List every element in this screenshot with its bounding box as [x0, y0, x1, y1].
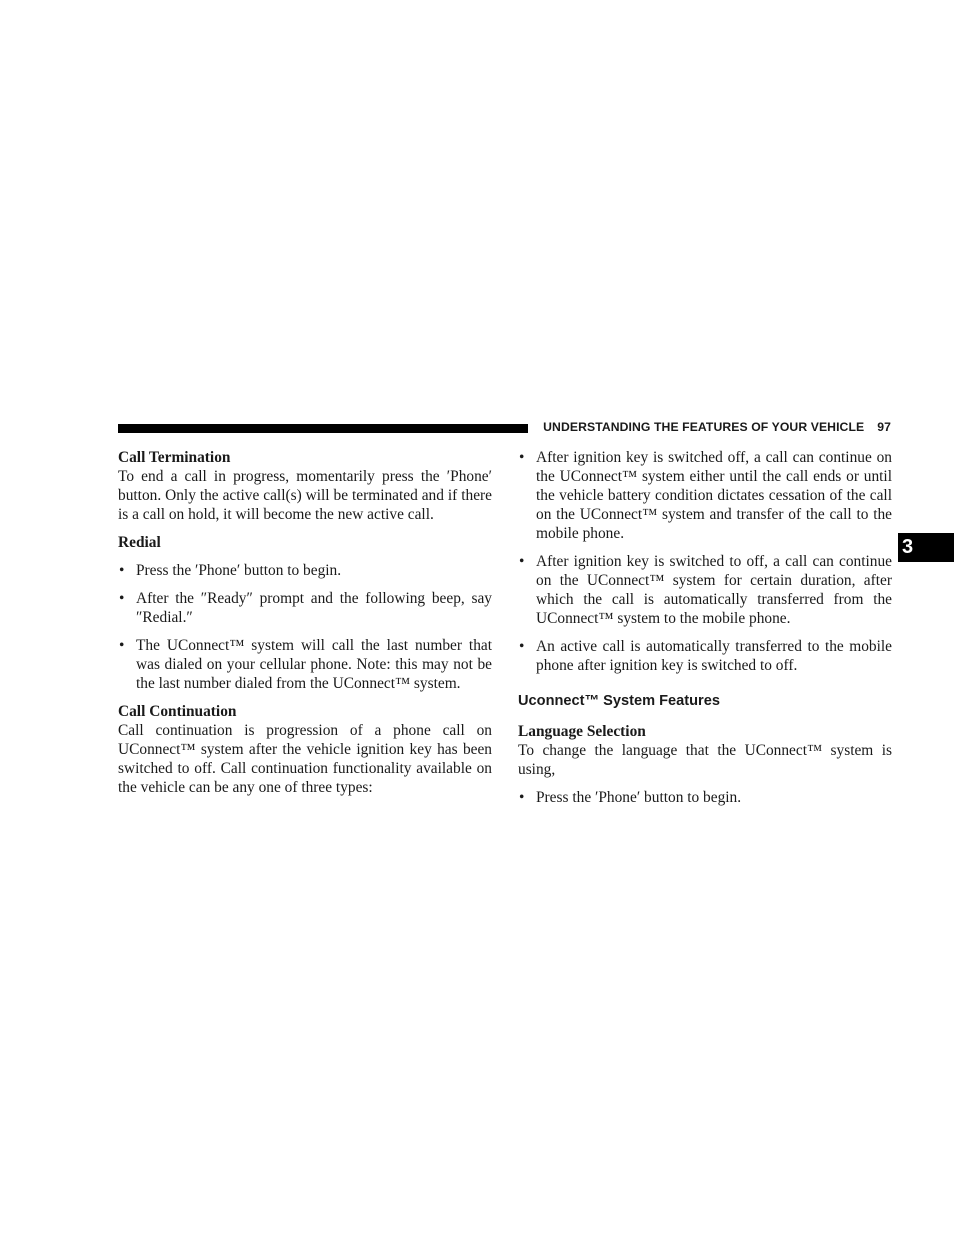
- call-continuation-heading: Call Continuation: [118, 703, 237, 720]
- list-item: [118, 636, 492, 693]
- redial-heading: Redial: [118, 534, 161, 551]
- running-title: UNDERSTANDING THE FEATURES OF YOUR VEHICLE: [543, 420, 865, 434]
- call-termination-text: To end a call in progress, momentarily press the ′Phone′ button. Only the active call(s) will be terminated and if there is a call on hold, it will become the new active call.: [118, 468, 492, 523]
- bullet-icon: •: [119, 562, 125, 579]
- redial-bullet-2: After the ″Ready″ prompt and the following beep, say ″Redial.″: [136, 590, 492, 626]
- bullet-icon: •: [519, 449, 525, 466]
- header-rule: [118, 424, 528, 433]
- list-item: [118, 561, 492, 580]
- chapter-tab: 3: [898, 533, 954, 562]
- continuation-bullet-3: An active call is automatically transferred to the mobile phone after ignition key is switched to off.: [536, 638, 892, 674]
- list-item: [518, 788, 892, 807]
- list-item: [518, 552, 892, 628]
- redial-list: [118, 561, 492, 693]
- language-selection-text: To change the language that the UConnect™ system is using,: [518, 742, 892, 778]
- list-item: [518, 448, 892, 543]
- bullet-icon: •: [119, 590, 125, 607]
- call-termination-heading: Call Termination: [118, 449, 231, 466]
- language-list: [518, 788, 892, 807]
- bullet-icon: •: [519, 553, 525, 570]
- list-item: [118, 589, 492, 627]
- language-selection-heading: Language Selection: [518, 723, 646, 740]
- right-column: [518, 448, 892, 816]
- system-features-heading: Uconnect™ System Features: [518, 693, 720, 709]
- bullet-icon: •: [119, 637, 125, 654]
- bullet-icon: •: [519, 638, 525, 655]
- bullet-icon: •: [519, 789, 525, 806]
- continuation-bullet-1: After ignition key is switched off, a call can continue on the UConnect™ system either until the call ends or until the vehicle battery condition dictates cessation of the call on the UConnect™ system and transfer of the call to the mobile phone.: [536, 449, 892, 542]
- language-bullet-1: Press the ′Phone′ button to begin.: [536, 789, 742, 806]
- redial-bullet-3: The UConnect™ system will call the last number that was dialed on your cellular phone. Note: this may not be the last number dialed from the UConnect™ system.: [136, 637, 492, 692]
- left-column: [118, 448, 492, 806]
- redial-bullet-1: Press the ′Phone′ button to begin.: [136, 562, 342, 579]
- continuation-bullet-2: After ignition key is switched to off, a call can continue on the UConnect™ system for certain duration, after which the call is automatically transferred from the UConnect™ system to the mobile phone.: [536, 553, 892, 627]
- running-header: [538, 420, 891, 434]
- list-item: [518, 637, 892, 675]
- continuation-types-list: [518, 448, 892, 675]
- page-number: 97: [877, 420, 891, 434]
- call-continuation-text: Call continuation is progression of a phone call on UConnect™ system after the vehicle ignition key has been switched to off. Call continuation functionality available on the vehicle can be any one of three types:: [118, 722, 492, 796]
